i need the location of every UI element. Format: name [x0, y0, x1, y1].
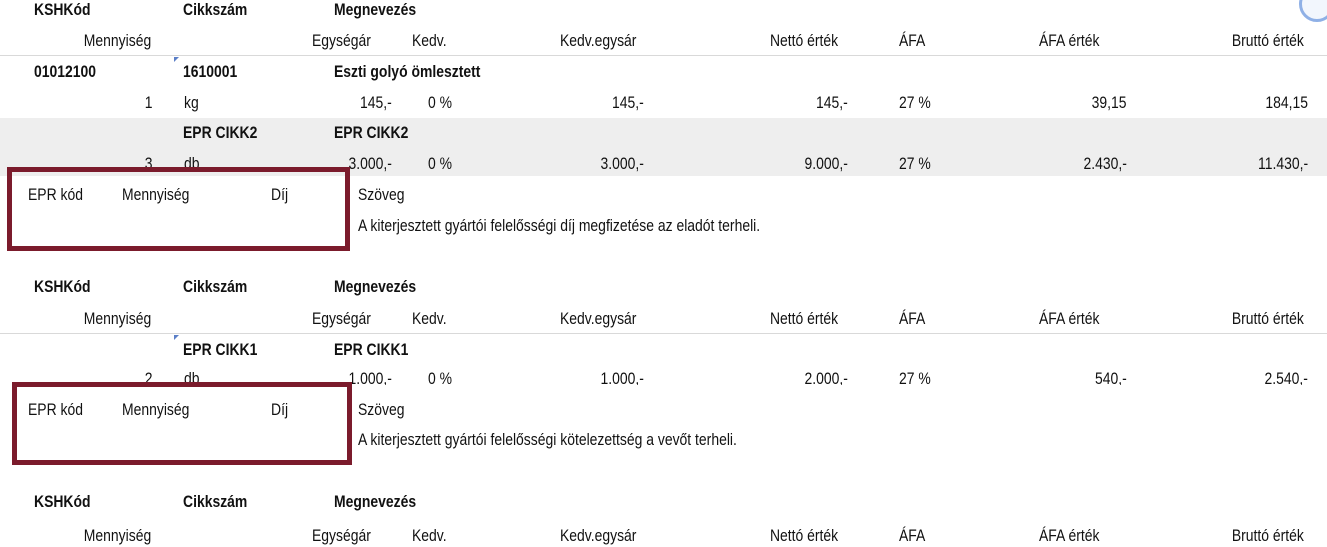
item-afa-ertek: 39,15	[1092, 93, 1127, 112]
epr-kod-label: EPR kód	[28, 400, 84, 419]
header-divider	[0, 333, 1327, 334]
epr-szoveg-label: Szöveg	[358, 185, 405, 204]
item-unit: kg	[184, 93, 199, 112]
epr-mennyiseg-label: Mennyiség	[122, 400, 190, 419]
item-cikkszam: EPR CIKK2	[183, 123, 258, 142]
highlight-box	[12, 382, 352, 465]
header-afa: ÁFA	[899, 309, 926, 328]
header-kedv: Kedv.	[412, 31, 447, 50]
item-mennyiseg: 1	[144, 93, 152, 112]
header-megnevezes: Megnevezés	[334, 277, 417, 296]
header-afa-ertek: ÁFA érték	[1039, 31, 1100, 50]
item-mennyiseg: 2	[144, 369, 152, 385]
header-megnevezes: Megnevezés	[334, 0, 417, 19]
header-netto-ertek: Nettó érték	[769, 309, 838, 328]
item-brutto: 184,15	[1265, 93, 1308, 112]
header-egysegar: Egységár	[312, 31, 371, 50]
header-egysegar: Egységár	[312, 526, 371, 545]
header-brutto-ertek: Bruttó érték	[1231, 526, 1304, 545]
item-cikkszam: EPR CIKK1	[183, 340, 258, 359]
header-kedv: Kedv.	[412, 309, 447, 328]
header-netto-ertek: Nettó érték	[769, 526, 838, 545]
item-netto: 145,-	[816, 93, 848, 112]
header-kedv-egysar: Kedv.egysár	[560, 526, 637, 545]
header-kedv: Kedv.	[412, 526, 447, 545]
item-egysegar: 145,-	[360, 93, 392, 112]
item-unit: db	[184, 369, 200, 385]
epr-dij-label: Díj	[271, 400, 289, 419]
header-netto-ertek: Nettó érték	[769, 31, 838, 50]
item-cikkszam: 1610001	[183, 62, 238, 81]
item-netto: 9.000,-	[804, 154, 848, 173]
header-kshkod: KSHKód	[34, 0, 91, 19]
item-kedv-egysar: 145,-	[612, 93, 644, 112]
epr-kod-label: EPR kód	[28, 185, 84, 204]
epr-text: A kiterjesztett gyártói felelősségi kötelezettség a vevőt terheli.	[358, 430, 737, 449]
row-clip	[0, 520, 1327, 547]
corner-round-button[interactable]	[1299, 0, 1327, 22]
item-netto: 2.000,-	[804, 369, 848, 385]
item-afa-ertek: 540,-	[1095, 369, 1127, 385]
item-kedv: 0 %	[428, 93, 453, 112]
header-kedv-egysar: Kedv.egysár	[560, 309, 637, 328]
header-mennyiseg: Mennyiség	[83, 526, 151, 545]
header-kedv-egysar: Kedv.egysár	[560, 31, 637, 50]
item-unit: db	[184, 154, 200, 173]
item-egysegar: 1.000,-	[348, 369, 392, 385]
item-kedv-egysar: 1.000,-	[600, 369, 644, 385]
item-egysegar: 3.000,-	[348, 154, 392, 173]
item-brutto: 11.430,-	[1257, 154, 1308, 173]
header-brutto-ertek: Bruttó érték	[1231, 309, 1304, 328]
item-afa: 27 %	[899, 154, 931, 173]
highlight-box	[7, 167, 350, 251]
header-megnevezes: Megnevezés	[334, 492, 417, 511]
item-kshkod: 01012100	[34, 62, 97, 81]
header-mennyiseg: Mennyiség	[83, 309, 151, 328]
header-afa: ÁFA	[899, 526, 926, 545]
header-brutto-ertek: Bruttó érték	[1231, 31, 1304, 50]
header-cikkszam: Cikkszám	[183, 492, 248, 511]
item-afa: 27 %	[899, 369, 931, 385]
header-kshkod: KSHKód	[34, 277, 91, 296]
item-megnevezes: EPR CIKK2	[334, 123, 409, 142]
item-brutto: 2.540,-	[1264, 369, 1308, 385]
header-egysegar: Egységár	[312, 309, 371, 328]
header-divider	[0, 55, 1327, 56]
epr-szoveg-label: Szöveg	[358, 400, 405, 419]
comment-marker	[174, 57, 179, 62]
item-mennyiseg: 3	[144, 154, 152, 173]
header-afa-ertek: ÁFA érték	[1039, 526, 1100, 545]
item-kedv: 0 %	[428, 369, 453, 385]
header-cikkszam: Cikkszám	[183, 277, 248, 296]
item-megnevezes: Eszti golyó ömlesztett	[334, 62, 481, 81]
header-afa: ÁFA	[899, 31, 926, 50]
item-afa-ertek: 2.430,-	[1083, 154, 1127, 173]
header-cikkszam: Cikkszám	[183, 0, 248, 19]
item-kedv: 0 %	[428, 154, 453, 173]
item-kedv-egysar: 3.000,-	[600, 154, 644, 173]
header-afa-ertek: ÁFA érték	[1039, 309, 1100, 328]
header-mennyiseg: Mennyiség	[83, 31, 151, 50]
epr-text: A kiterjesztett gyártói felelősségi díj megfizetése az eladót terheli.	[358, 216, 761, 235]
header-kshkod: KSHKód	[34, 492, 91, 511]
epr-mennyiseg-label: Mennyiség	[122, 185, 190, 204]
comment-marker	[174, 335, 179, 340]
item-megnevezes: EPR CIKK1	[334, 340, 409, 359]
epr-dij-label: Díj	[271, 185, 289, 204]
item-afa: 27 %	[899, 93, 931, 112]
